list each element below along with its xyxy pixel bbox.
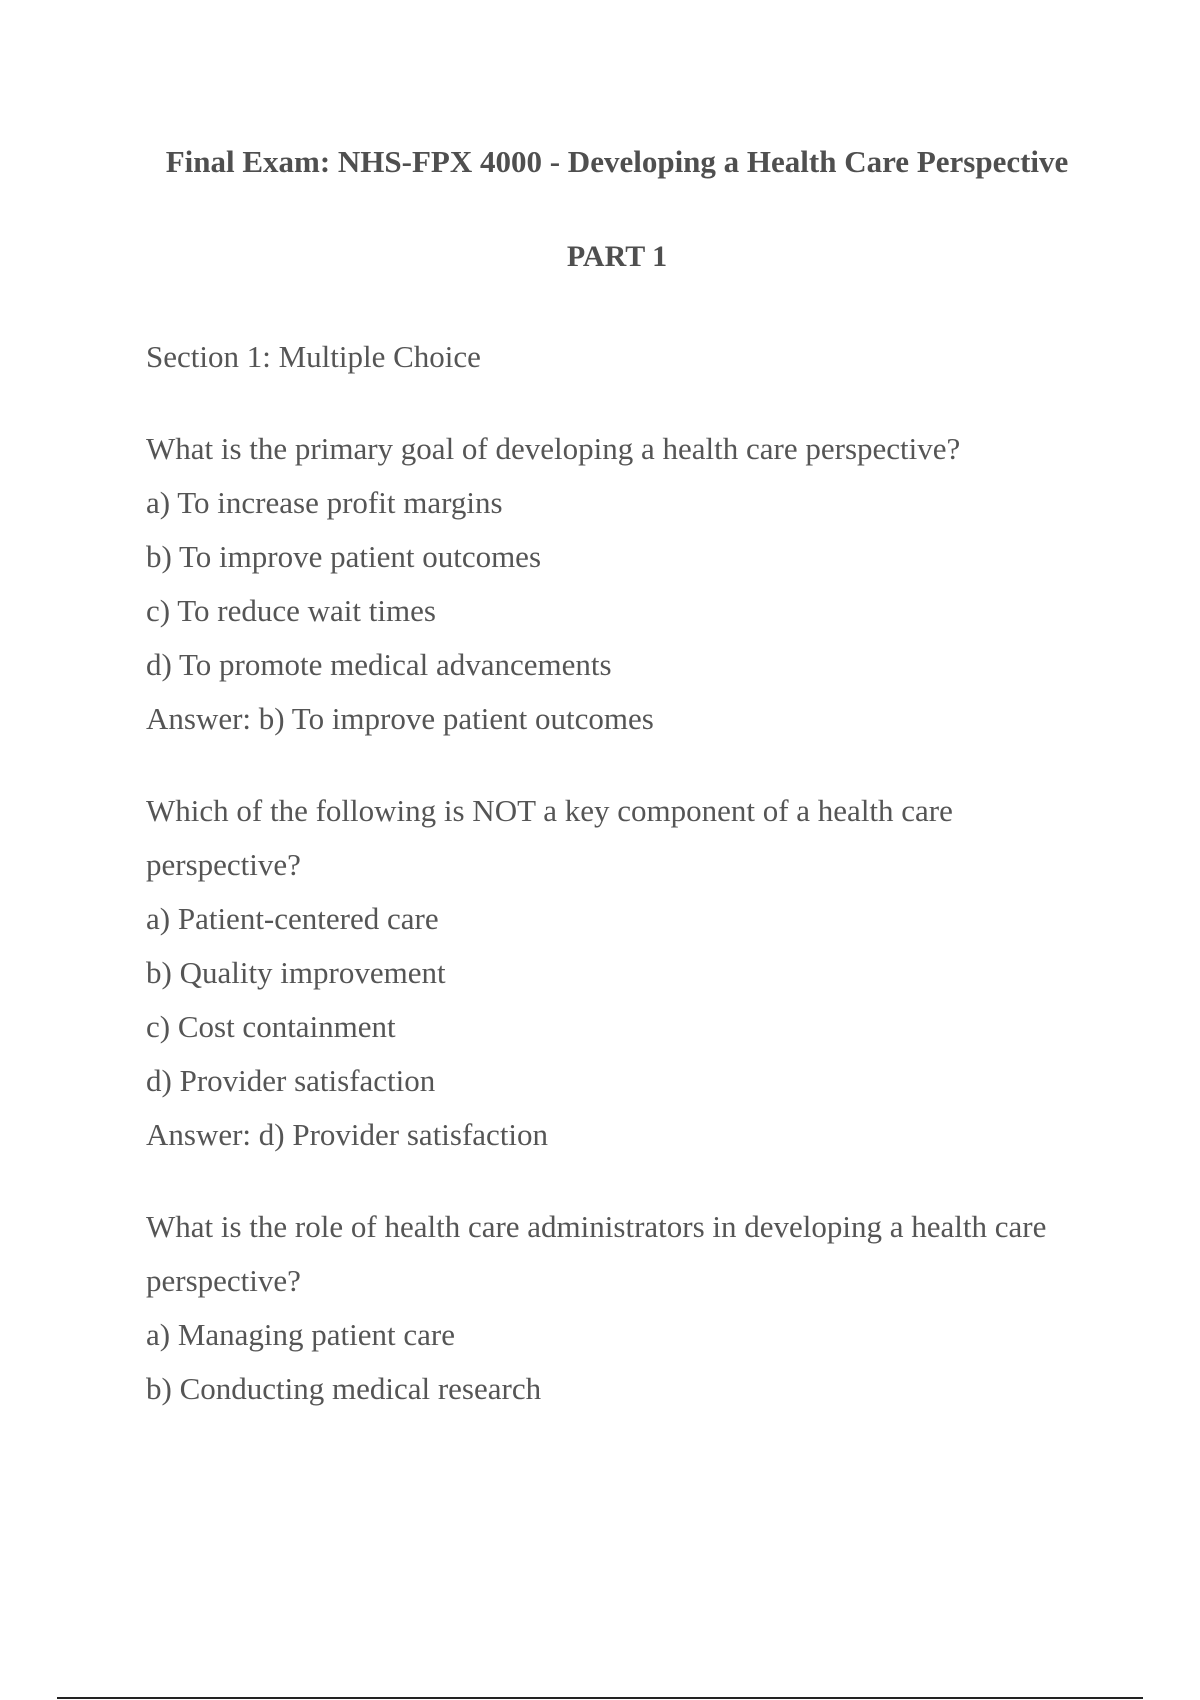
answer-option: b) Quality improvement [146,955,446,990]
section-heading: Section 1: Multiple Choice [146,339,481,374]
answer-option: b) To improve patient outcomes [146,539,542,574]
answer-option: d) To promote medical advancements [146,647,612,682]
answer-key: Answer: d) Provider satisfaction [146,1117,549,1152]
question-prompt: What is the primary goal of developing a health care perspective? [146,431,961,466]
answer-key: Answer: b) To improve patient outcomes [146,701,654,736]
answer-option: d) Provider satisfaction [146,1063,436,1098]
exam-content [146,330,1096,1454]
question-prompt: Which of the following is NOT a key component of a health care perspective? [146,793,953,882]
document-title: Final Exam: NHS-FPX 4000 - Developing a Health Care Perspective [165,144,1069,179]
question-block-1 [146,422,1096,746]
answer-option: c) To reduce wait times [146,593,436,628]
answer-option: a) Managing patient care [146,1317,455,1352]
answer-option: a) Patient-centered care [146,901,439,936]
answer-option: c) Cost containment [146,1009,396,1044]
answer-option: b) Conducting medical research [146,1371,542,1406]
page-bottom-divider [57,1697,1143,1699]
question-block-2 [146,784,1096,1162]
question-block-3 [146,1200,1096,1416]
question-prompt: What is the role of health care administrators in developing a health care perspective? [146,1209,1047,1298]
answer-option: a) To increase profit margins [146,485,503,520]
part-heading: PART 1 [566,240,668,273]
